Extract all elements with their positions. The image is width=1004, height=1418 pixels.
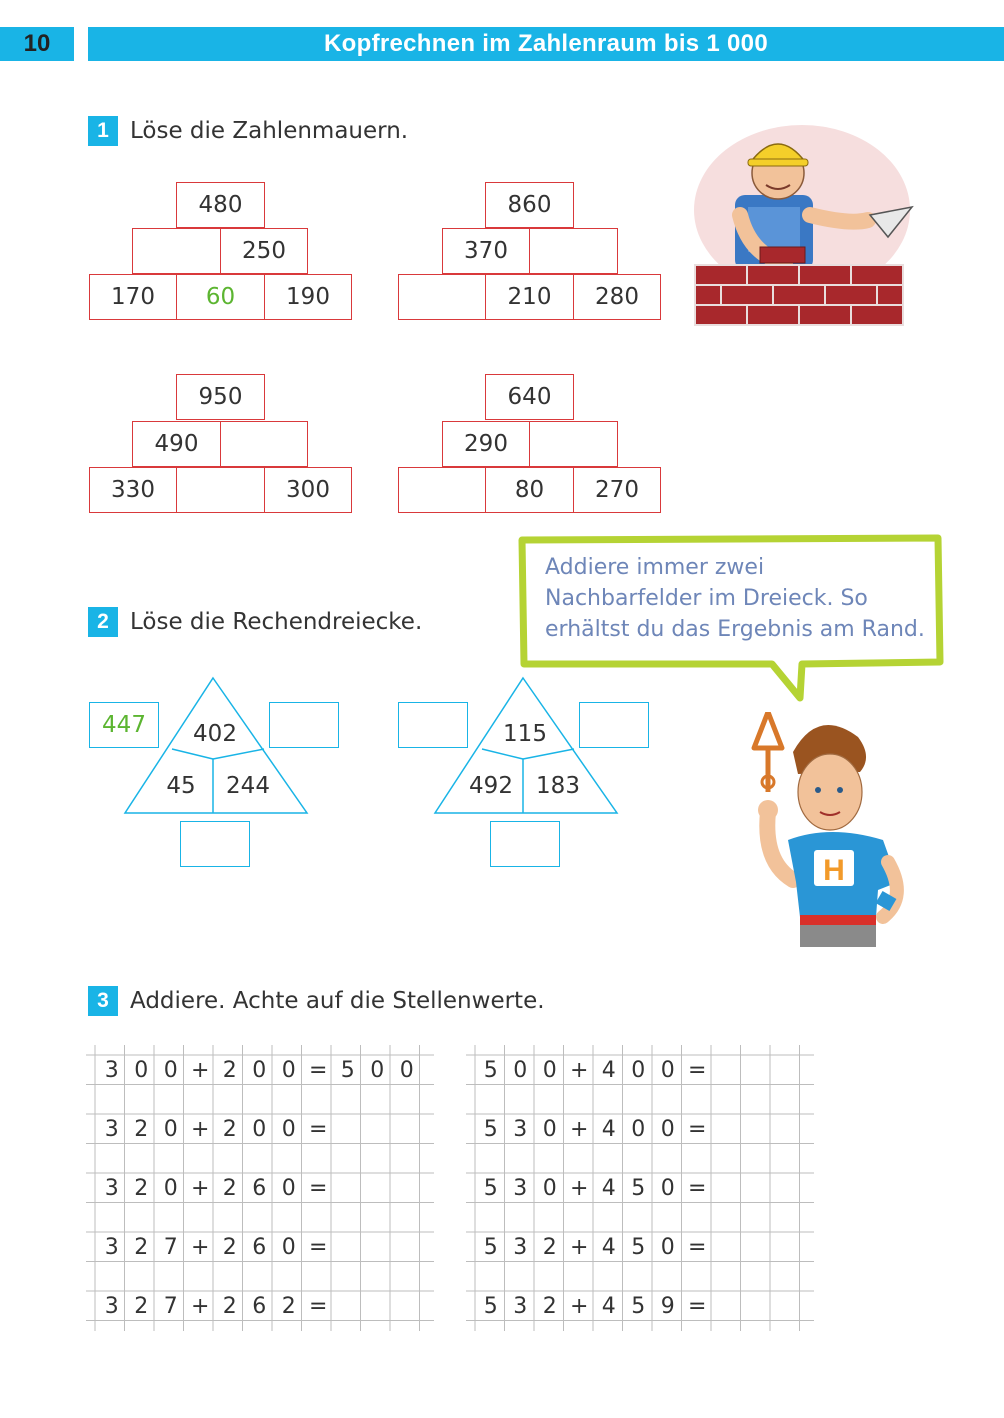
wall-top-brick[interactable]: 480 — [176, 182, 265, 228]
wall-bottom-brick[interactable]: 270 — [573, 467, 661, 513]
sum-digit: 0 — [660, 1058, 675, 1083]
sum-digit: 5 — [631, 1176, 646, 1201]
sum-digit: 3 — [513, 1176, 528, 1201]
plus-sign: + — [191, 1176, 210, 1201]
task-2-heading — [88, 607, 422, 637]
sum-digit: 0 — [281, 1235, 296, 1260]
equals-sign: = — [688, 1117, 707, 1142]
sum-digit: 2 — [542, 1294, 557, 1319]
plus-sign: + — [191, 1117, 210, 1142]
sum-digit: 3 — [513, 1235, 528, 1260]
triangle-left-number[interactable]: 45 — [166, 773, 196, 799]
wall-mid-brick[interactable] — [529, 421, 618, 467]
sum-digit: 0 — [660, 1176, 675, 1201]
sum-digit: 4 — [601, 1235, 616, 1260]
wall-top-brick[interactable]: 860 — [485, 182, 574, 228]
equals-sign: = — [309, 1176, 328, 1201]
sum-digit: 0 — [660, 1235, 675, 1260]
sum-digit: 3 — [104, 1235, 119, 1260]
wall-mid-brick[interactable]: 370 — [442, 228, 530, 274]
equals-sign: = — [688, 1235, 707, 1260]
triangle-answer-box-bottom[interactable] — [490, 821, 560, 867]
wall-mid-brick[interactable] — [220, 421, 308, 467]
plus-sign: + — [570, 1294, 589, 1319]
plus-sign: + — [570, 1058, 589, 1083]
sum-digit: 5 — [631, 1294, 646, 1319]
sum-digit: 0 — [134, 1058, 149, 1083]
hint-text: Addiere immer zwei Nachbarfelder im Dreieck. So erhältst du das Ergebnis am Rand. — [545, 555, 925, 642]
sum-digit: 5 — [483, 1176, 498, 1201]
wall-mid-brick[interactable]: 490 — [132, 421, 221, 467]
sum-digit: 5 — [631, 1235, 646, 1260]
sum-digit: 4 — [601, 1294, 616, 1319]
wall-mid-brick[interactable] — [529, 228, 618, 274]
sum-digit: 9 — [660, 1294, 675, 1319]
sum-digit: 0 — [281, 1058, 296, 1083]
sum-digit: 0 — [281, 1176, 296, 1201]
triangle-answer-box-right[interactable] — [579, 702, 649, 748]
sum-digit: 3 — [104, 1058, 119, 1083]
equals-sign: = — [688, 1058, 707, 1083]
plus-sign: + — [191, 1235, 210, 1260]
sum-digit: 0 — [660, 1117, 675, 1142]
sum-digit: 5 — [483, 1058, 498, 1083]
sum-digit: 5 — [483, 1117, 498, 1142]
sum-digit: 5 — [483, 1235, 498, 1260]
task-number: 1 — [88, 116, 118, 146]
wall-bottom-brick[interactable]: 300 — [264, 467, 352, 513]
triangle-answer-box-bottom[interactable] — [180, 821, 250, 867]
wall-bottom-brick[interactable]: 190 — [264, 274, 352, 320]
sum-digit: 6 — [252, 1176, 267, 1201]
sum-digit: 0 — [513, 1058, 528, 1083]
wall-mid-brick[interactable]: 250 — [220, 228, 308, 274]
sum-digit: 7 — [163, 1294, 178, 1319]
sum-digit: 2 — [134, 1117, 149, 1142]
sum-digit: 0 — [163, 1058, 178, 1083]
sum-digit: 2 — [134, 1294, 149, 1319]
triangle-top-number[interactable]: 115 — [503, 721, 547, 747]
wall-bottom-brick[interactable]: 210 — [485, 274, 574, 320]
wall-bottom-brick[interactable]: 170 — [89, 274, 177, 320]
sum-digit: 2 — [542, 1235, 557, 1260]
wall-bottom-brick[interactable]: 80 — [485, 467, 574, 513]
triangle-right-number[interactable]: 244 — [226, 773, 270, 799]
task-number: 2 — [88, 607, 118, 637]
page-title: Kopfrechnen im Zahlenraum bis 1 000 — [88, 27, 1004, 61]
wall-bottom-brick[interactable]: 280 — [573, 274, 661, 320]
sum-digit: 2 — [222, 1235, 237, 1260]
task-1-heading — [88, 116, 408, 146]
plus-sign: + — [191, 1294, 210, 1319]
sum-digit: 0 — [631, 1117, 646, 1142]
triangle-answer-box-left[interactable] — [398, 702, 468, 748]
wall-top-brick[interactable]: 950 — [176, 374, 265, 420]
sum-digit: 4 — [601, 1117, 616, 1142]
task-instruction: Löse die Zahlenmauern. — [130, 118, 409, 144]
triangle-left-number[interactable]: 492 — [469, 773, 513, 799]
sum-digit: 0 — [631, 1058, 646, 1083]
sum-digit: 2 — [134, 1176, 149, 1201]
sum-digit: 2 — [222, 1176, 237, 1201]
sum-digit: 2 — [222, 1058, 237, 1083]
equals-sign: = — [309, 1294, 328, 1319]
wall-bottom-brick[interactable]: 330 — [89, 467, 177, 513]
sum-digit: 0 — [542, 1117, 557, 1142]
sum-digit: 4 — [601, 1176, 616, 1201]
equals-sign: = — [688, 1176, 707, 1201]
wall-bottom-brick[interactable] — [398, 467, 486, 513]
task-3-heading — [88, 986, 545, 1016]
sum-digit: 7 — [163, 1235, 178, 1260]
sum-digit: 3 — [513, 1117, 528, 1142]
sum-digit: 0 — [252, 1058, 267, 1083]
wall-bottom-brick[interactable] — [398, 274, 486, 320]
sum-digit: 6 — [252, 1235, 267, 1260]
bricklayer-illustration — [690, 115, 915, 335]
equals-sign: = — [309, 1058, 328, 1083]
page-number: 10 — [0, 27, 74, 61]
task-instruction: Löse die Rechendreiecke. — [130, 609, 423, 635]
sum-digit: 2 — [222, 1117, 237, 1142]
sum-digit: 3 — [104, 1117, 119, 1142]
shirt-letter-icon: H — [823, 854, 845, 887]
plus-sign: + — [570, 1235, 589, 1260]
sum-answer-digit[interactable]: 0 — [370, 1058, 385, 1083]
sum-digit: 3 — [104, 1294, 119, 1319]
sum-digit: 0 — [163, 1117, 178, 1142]
boy-mascot-illustration — [738, 712, 923, 947]
sum-digit: 4 — [601, 1058, 616, 1083]
sum-digit: 0 — [281, 1117, 296, 1142]
equals-sign: = — [309, 1235, 328, 1260]
triangle-right-number[interactable]: 183 — [536, 773, 580, 799]
triangle-answer-box-right[interactable] — [269, 702, 339, 748]
equals-sign: = — [309, 1117, 328, 1142]
task-number: 3 — [88, 986, 118, 1016]
sum-digit: 2 — [134, 1235, 149, 1260]
wall-bottom-brick[interactable] — [176, 467, 265, 513]
wall-mid-brick[interactable] — [132, 228, 221, 274]
wall-bottom-brick-answer[interactable]: 60 — [176, 274, 265, 320]
triangle-answer-box-left[interactable]: 447 — [89, 702, 159, 748]
sum-answer-digit[interactable]: 0 — [399, 1058, 414, 1083]
sum-digit: 3 — [513, 1294, 528, 1319]
sum-digit: 0 — [163, 1176, 178, 1201]
sum-digit: 2 — [222, 1294, 237, 1319]
wall-mid-brick[interactable]: 290 — [442, 421, 530, 467]
equals-sign: = — [688, 1294, 707, 1319]
plus-sign: + — [570, 1117, 589, 1142]
sum-digit: 0 — [542, 1058, 557, 1083]
triangle-top-number[interactable]: 402 — [193, 721, 237, 747]
plus-sign: + — [191, 1058, 210, 1083]
sum-digit: 5 — [483, 1294, 498, 1319]
sum-digit: 2 — [281, 1294, 296, 1319]
sum-digit: 0 — [252, 1117, 267, 1142]
sum-digit: 6 — [252, 1294, 267, 1319]
task-instruction: Addiere. Achte auf die Stellenwerte. — [130, 988, 545, 1014]
plus-sign: + — [570, 1176, 589, 1201]
sum-digit: 3 — [104, 1176, 119, 1201]
sum-answer-digit[interactable]: 5 — [340, 1058, 355, 1083]
sum-digit: 0 — [542, 1176, 557, 1201]
wall-top-brick[interactable]: 640 — [485, 374, 574, 420]
